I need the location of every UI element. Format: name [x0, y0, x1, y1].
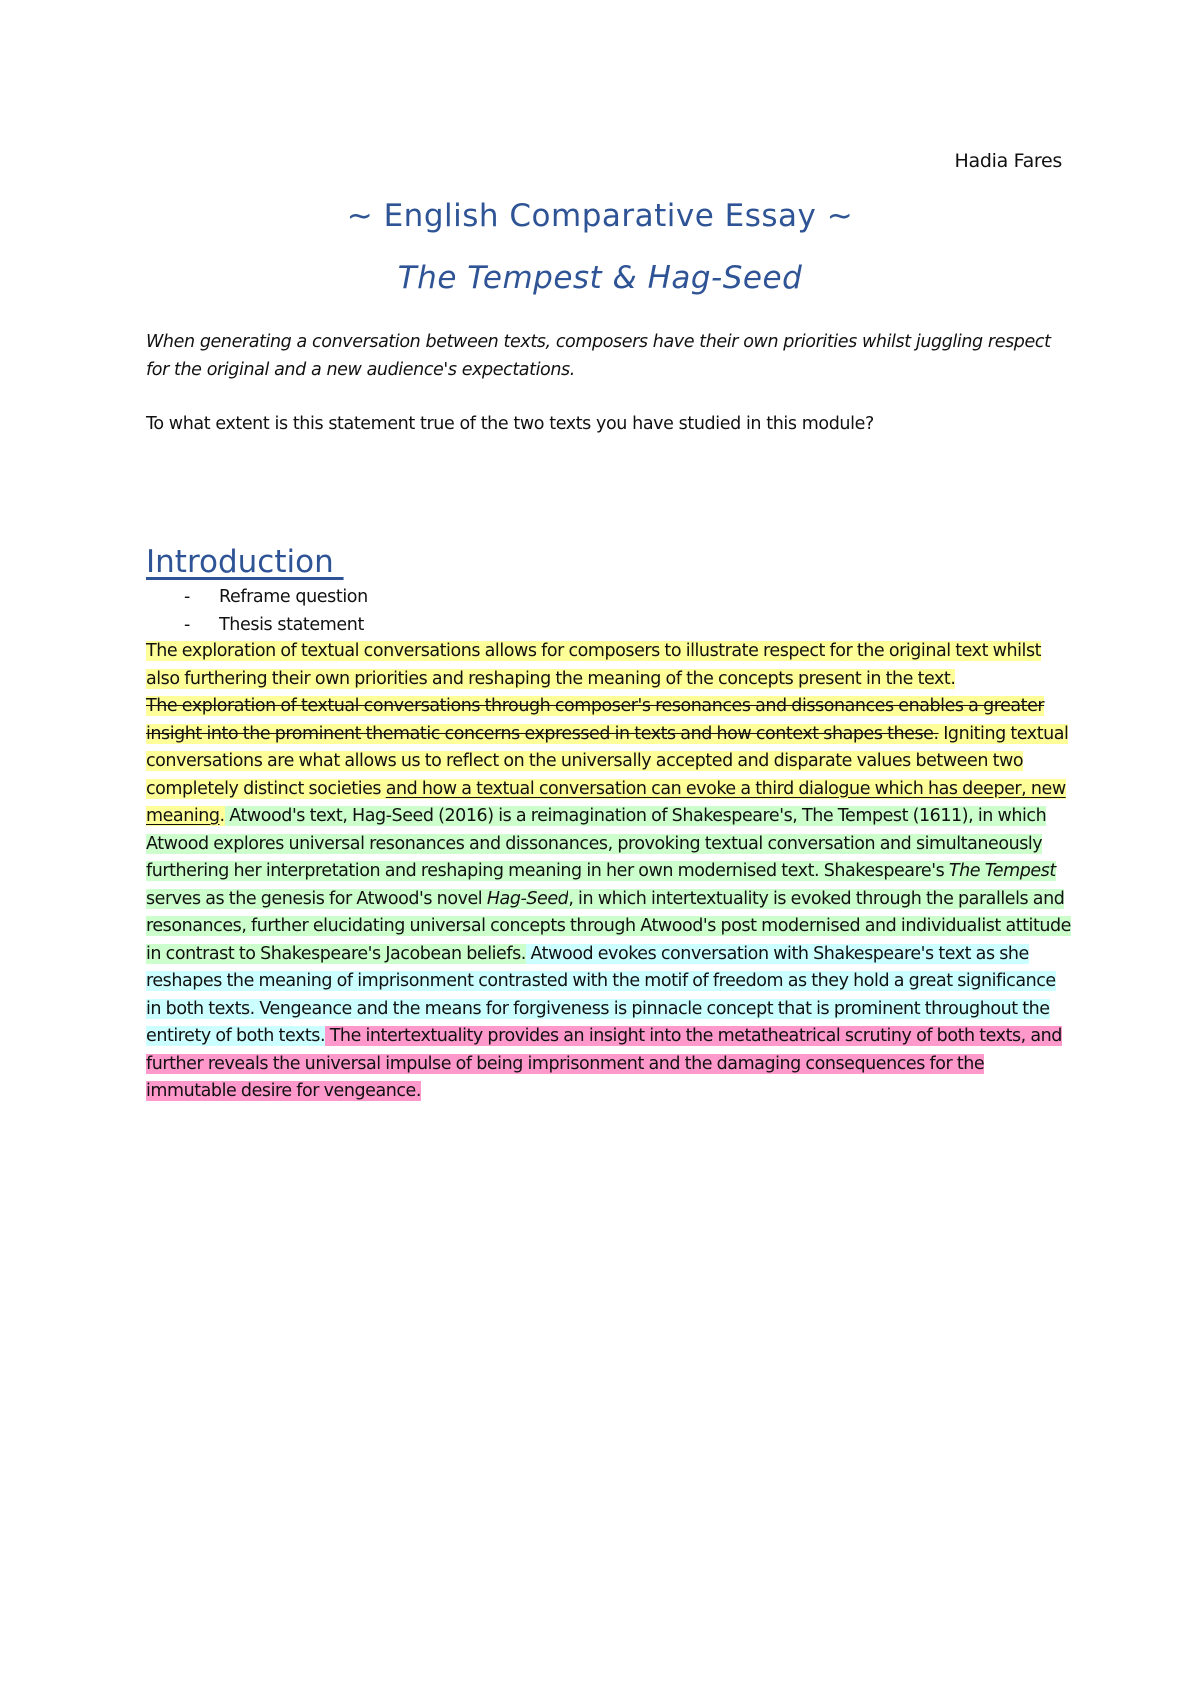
highlight-green-italic-title: The Tempest	[948, 861, 1056, 881]
highlight-yellow-text: Igniting textual conversations are what allows us to reflect on the universally accepted and disparate values between two completely distinct societies	[146, 723, 1069, 799]
highlight-cyan-text: Atwood evokes conversation with Shakespeare's text as she reshapes the meaning of imprisonment contrasted with the motif of freedom as they hold a great significance in both texts. Vengeance and the means for forgiveness is pinnacle concept that is prominent throughout the entirety of both texts.	[146, 943, 1056, 1046]
essay-question: To what extent is this statement true of the two texts you have studied in this module?	[146, 414, 874, 434]
bullet-dash: -	[184, 587, 190, 607]
essay-prompt: When generating a conversation between texts, composers have their own priorities whilst juggling respect for the original and a new audience's expectations.	[146, 332, 1051, 380]
list-item	[146, 612, 1066, 640]
struck-through-text: The exploration of textual conversations through composer's resonances and dissonances enables a greater insight into the prominent thematic concerns expressed in texts and how context shapes these.	[146, 696, 1045, 744]
document-title: ~ English Comparative Essay ~	[346, 198, 854, 234]
section-heading-introduction: Introduction	[146, 544, 344, 580]
highlight-pink-text: The intertextuality provides an insight into the metatheatrical scrutiny of both texts, and further reveals the universal impulse of being imprisonment and the damaging consequences for the immutable desire for vengeance.	[146, 1026, 1062, 1101]
underlined-text: and how a textual conversation can evoke a third dialogue which has deeper, new meaning	[146, 778, 1066, 826]
highlight-green-text: , in which intertextuality is evoked through the parallels and resonances, further elucidating universal concepts through Atwood's post modernised and individualist attitude in contrast to Shakespeare's Jacobean beliefs.	[146, 888, 1071, 964]
introduction-body	[146, 638, 1071, 1106]
bullet-text: Thesis statement	[219, 614, 364, 635]
highlight-yellow-text: .	[219, 806, 225, 826]
bullet-dash: -	[184, 614, 190, 635]
highlight-green-text: serves as the genesis for Atwood's novel	[146, 888, 487, 909]
introduction-bullet-list	[146, 584, 1066, 639]
paragraph-thesis	[146, 638, 1071, 693]
highlight-green-italic-title: Hag-Seed	[486, 888, 569, 909]
bullet-text: Reframe question	[219, 587, 368, 607]
paragraph-introduction	[146, 693, 1071, 1106]
author-name: Hadia Fares	[954, 150, 1062, 172]
document-subtitle: The Tempest & Hag-Seed	[397, 260, 803, 296]
highlight-green-text: Atwood's text, Hag-Seed (2016) is a reimagination of Shakespeare's, The Tempest (1611), in which Atwood explores universal resonances and dissonances, provoking textual conversation and simultaneously furthering her interpretation and reshaping meaning in her own modernised text. Shakespeare's	[146, 806, 1047, 881]
highlight-yellow-text: The exploration of textual conversations allows for composers to illustrate respect for the original text whilst also furthering their own priorities and reshaping the meaning of the concepts present in the text.	[146, 641, 1042, 689]
list-item	[146, 584, 1066, 612]
